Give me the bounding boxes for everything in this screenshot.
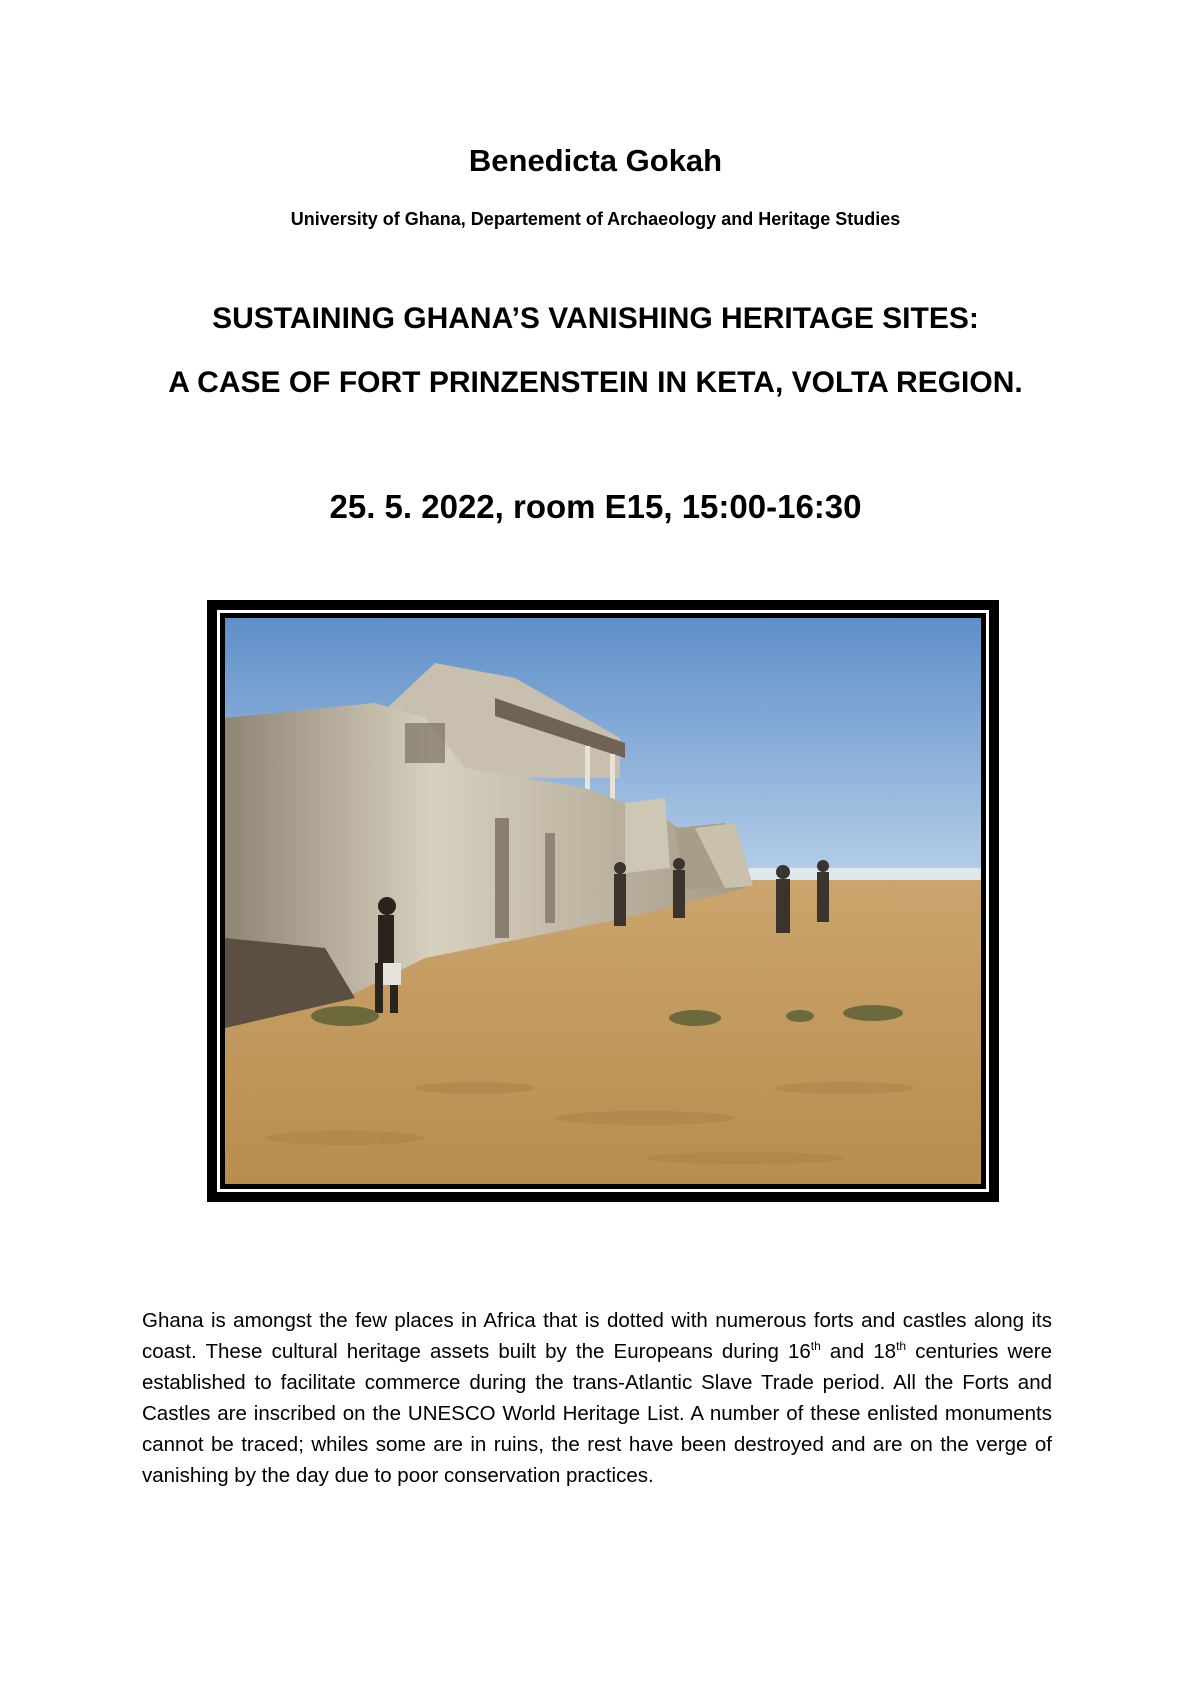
person-distant-1	[614, 862, 626, 926]
title-line-2: A CASE OF FORT PRINZENSTEIN IN KETA, VOLTA REGION.	[168, 366, 1023, 399]
wall-crack-2	[545, 833, 555, 923]
abstract-paragraph	[142, 1305, 1052, 1491]
wall-opening	[405, 723, 445, 763]
photo-frame	[207, 600, 999, 1202]
abstract-sup-1: th	[810, 1339, 821, 1354]
abstract-text-1: Ghana is amongst the few places in Africa that is dotted with numerous forts and castles along its coast. These cultural heritage assets built by the Europeans during 16	[142, 1309, 1052, 1363]
abstract-text-2: and 18	[820, 1340, 897, 1363]
author-affiliation: University of Ghana, Departement of Archaeology and Heritage Studies	[290, 209, 901, 229]
person-distant-3	[776, 865, 790, 933]
title-line-1: SUSTAINING GHANA’S VANISHING HERITAGE SITES:	[212, 302, 979, 335]
author-name: Benedicta Gokah	[468, 143, 723, 178]
abstract-text-3: centuries were established to facilitate commerce during the trans-Atlantic Slave Trade period. All the Forts and Castles are inscribed on the UNESCO World Heritage List. A number of these enlisted monuments cannot be traced; whiles some are in ruins, the rest have been destroyed and are on the verge of vanishing by the day due to poor conservation practices.	[142, 1340, 1052, 1487]
person-distant-2	[673, 858, 685, 918]
distant-ruin-1	[625, 798, 670, 873]
person-distant-4	[817, 860, 829, 922]
abstract-sup-2: th	[896, 1339, 907, 1354]
wall-crack-1	[495, 818, 509, 938]
fort-ruins-photo	[225, 618, 981, 1184]
event-datetime: 25. 5. 2022, room E15, 15:00-16:30	[329, 488, 862, 525]
